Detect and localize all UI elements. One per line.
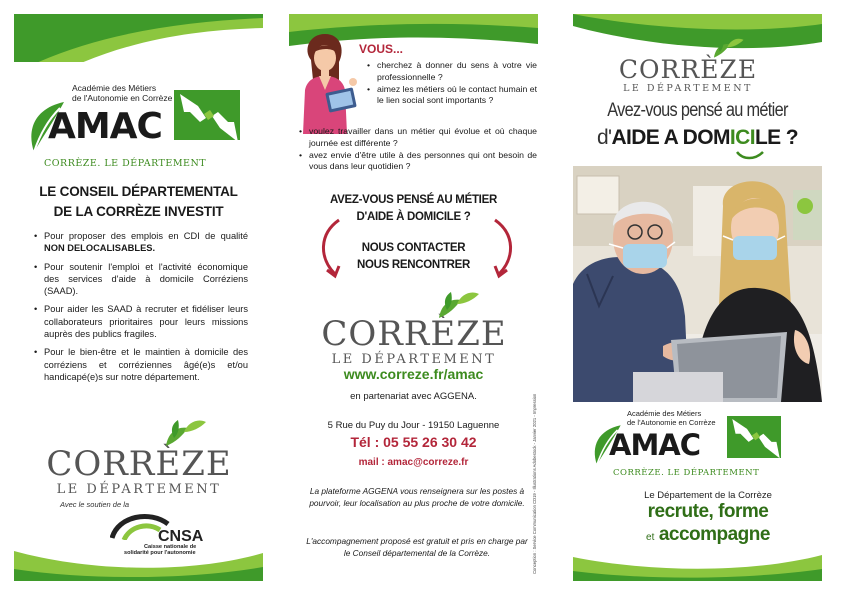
investment-list	[34, 230, 248, 389]
phone-text[interactable]: Tél : 05 55 26 30 42	[350, 434, 477, 450]
photo-elderly-man-caregiver	[573, 166, 822, 402]
contact-line1: NOUS CONTACTER	[361, 242, 466, 254]
hands-icon	[176, 88, 242, 144]
list-item	[34, 230, 248, 255]
vous-list-bottom	[299, 126, 537, 173]
list-item-text: Pour le bien-être et le maintien à domicile des corréziens et corréziennes âgé(e)s et/ou handicapé(e)s sur notre département.	[44, 347, 248, 382]
question-line1: AVEZ-VOUS PENSÉ AU MÉTIER	[330, 194, 497, 206]
correze-name: CORRÈZE	[618, 55, 758, 84]
amac-subtitle: CORRÈZE. LE DÉPARTEMENT	[613, 468, 760, 478]
title-part-b: ICI	[729, 126, 755, 149]
list-item-bold: NON DELOCALISABLES.	[44, 243, 156, 254]
title-line2	[573, 126, 822, 150]
vous-heading: VOUS...	[359, 42, 404, 56]
slogan-accompagne: accompagne	[658, 524, 770, 545]
heading-line2: DE LA CORRÈZE INVESTIT	[53, 204, 224, 219]
list-item-text: Pour aider les SAAD à recruter et fidéliser leurs collaborateurs prioritaires pour leurs missions auprès des publics fragiles.	[44, 304, 248, 340]
panel-left	[14, 14, 263, 581]
list-item	[34, 303, 248, 340]
heading-line1: LE CONSEIL DÉPARTEMENTAL	[39, 184, 238, 199]
free-text: L'accompagnement proposé est gratuit et pris en charge par le Conseil départemental de la Corrèze.	[306, 536, 528, 558]
list-item-text: Pour proposer des emplois en CDI de qualité	[44, 231, 248, 241]
website-link[interactable]: www.correze.fr/amac	[343, 366, 484, 382]
amac-logo	[24, 82, 249, 174]
mail-text[interactable]: mail : amac@correze.fr	[358, 457, 469, 468]
leaves-icon	[435, 290, 481, 320]
leaves-icon	[162, 418, 208, 448]
amac-word: AMAC	[609, 428, 701, 462]
correze-logo	[309, 290, 519, 368]
list-item	[34, 261, 248, 298]
smile-arrow-icon	[735, 150, 765, 160]
correze-logo	[603, 36, 773, 95]
info-text: La plateforme AGGENA vous renseignera sur les postes à pourvoir, leur localisation au plus proche de votre domicile.	[309, 486, 525, 508]
partner-text: en partenariat avec AGGENA.	[350, 391, 477, 402]
support-text: Avec le soutien de la	[60, 500, 130, 509]
address-text: 5 Rue du Puy du Jour - 19150 Laguenne	[327, 420, 500, 431]
title-line1: Avez-vous pensé au métier	[607, 100, 788, 121]
list-item-text: Pour soutenir l'emploi et l'activité économique des services d'aide à domicile Corréziens (SAAD).	[44, 261, 248, 297]
bottom-green-band	[14, 521, 263, 581]
top-green-band	[14, 14, 263, 62]
woman-illustration-icon	[295, 30, 361, 134]
amac-line2: de l'Autonomie en Corrèze	[72, 93, 173, 103]
list-item: • aimez les métiers où le contact humain et le lien social sont importants ?	[367, 84, 537, 108]
list-item: • cherchez à donner du sens à votre vie professionnelle ?	[367, 60, 537, 84]
investit-heading	[14, 182, 263, 222]
slogan-et: et	[646, 532, 655, 543]
list-item: • avez envie d'être utile à des personnes qui ont besoin de vous dans leur quotidien ?	[299, 150, 537, 174]
amac-word: AMAC	[48, 106, 162, 147]
amac-line1: Académie des Métiers	[627, 409, 702, 418]
amac-logo	[589, 410, 814, 482]
amac-subtitle: CORRÈZE. LE DÉPARTEMENT	[44, 158, 207, 169]
leaves-icon	[711, 36, 745, 60]
credits-vertical: Conception : Service Communication CD19 - Illustrations Adobestock - Janvier 2021 - Impression	[532, 393, 537, 574]
title-part-a: AIDE A DOM	[611, 126, 730, 149]
panel-right	[573, 14, 822, 581]
question-line2: D'AIDE À DOMICILE ?	[356, 211, 471, 223]
title-part-c: LE ?	[754, 126, 799, 149]
title-prefix: d'	[596, 126, 612, 149]
bottom-green-band	[573, 521, 822, 581]
amac-line2: de l'Autonomie en Corrèze	[627, 418, 716, 427]
amac-line1: Académie des Métiers	[72, 83, 157, 93]
list-item	[34, 346, 248, 383]
panel-middle	[289, 14, 538, 581]
correze-subtitle: LE DÉPARTEMENT	[56, 482, 222, 497]
correze-subtitle: LE DÉPARTEMENT	[623, 83, 753, 94]
correze-name: CORRÈZE	[46, 444, 232, 484]
list-item: • voulez travailler dans un métier qui évolue et où chaque journée est différente ?	[299, 126, 537, 150]
correze-subtitle: LE DÉPARTEMENT	[331, 352, 497, 367]
department-text: Le Département de la Corrèze	[644, 490, 772, 501]
cnsa-name: CNSA	[158, 528, 204, 545]
cnsa-line1: Caisse nationale de	[144, 544, 197, 550]
correze-name: CORRÈZE	[321, 314, 507, 354]
hands-icon	[729, 414, 783, 460]
correze-logo	[34, 418, 244, 498]
slogan-line1: recrute, forme	[647, 501, 769, 522]
contact-block	[289, 240, 538, 274]
contact-line2: NOUS RENCONTRER	[356, 259, 471, 271]
vous-list-top	[367, 60, 537, 107]
cnsa-line2: solidarité pour l'autonomie	[124, 550, 196, 556]
